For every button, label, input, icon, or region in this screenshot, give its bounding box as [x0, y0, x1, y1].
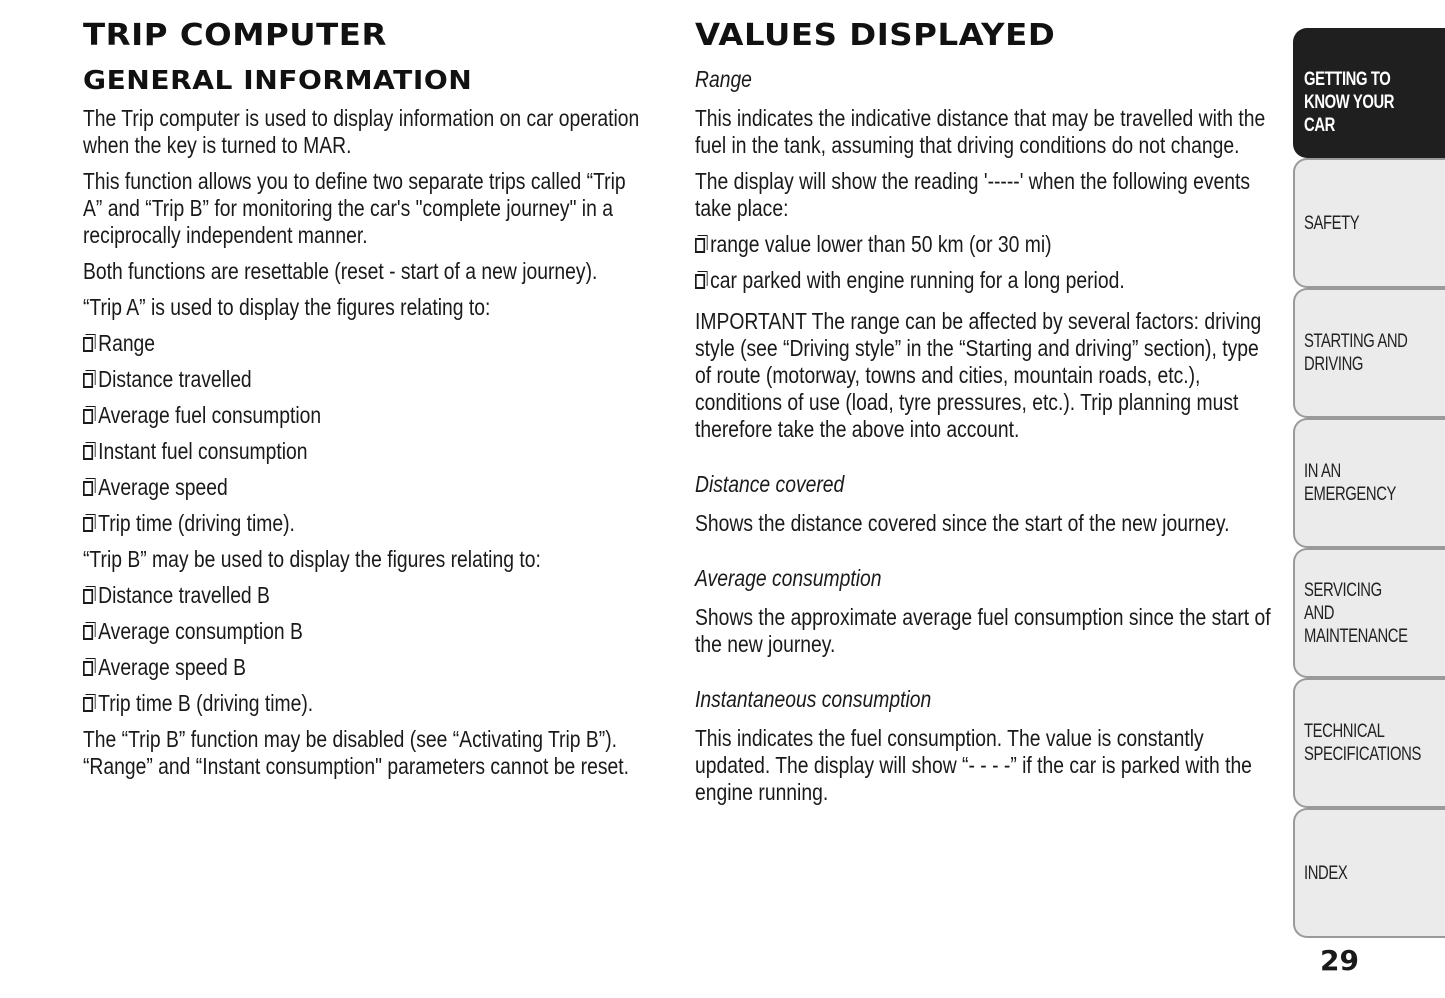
paragraph: The Trip computer is used to display information on car operation when the key is turned to MAR.	[83, 105, 640, 159]
checkbox-bullet-icon	[83, 589, 93, 604]
chapter-tabs	[1293, 28, 1445, 938]
checkbox-bullet-icon	[83, 517, 93, 532]
list-item: Instant fuel consumption	[83, 438, 643, 465]
tab-safety[interactable]: SAFETY	[1293, 158, 1445, 288]
subheading-average: Average consumption	[695, 565, 882, 591]
paragraph: “Trip B” may be used to display the figures relating to:	[83, 546, 541, 573]
tab-technical[interactable]: TECHNICAL SPECIFICATIONS	[1293, 678, 1445, 808]
tab-starting-driving[interactable]: STARTING AND DRIVING	[1293, 288, 1445, 418]
trip-a-list	[83, 330, 643, 537]
list-item: Average speed	[83, 474, 643, 501]
range-list	[695, 231, 1275, 294]
subheading-distance: Distance covered	[695, 471, 845, 497]
list-item: Average consumption B	[83, 618, 643, 645]
tab-getting-to-know[interactable]: GETTING TO KNOW YOUR CAR	[1293, 28, 1445, 158]
subsection-title: GENERAL INFORMATION	[83, 66, 473, 96]
checkbox-bullet-icon	[83, 697, 93, 712]
list-item: car parked with engine running for a long period.	[695, 267, 1275, 294]
list-item: Range	[83, 330, 643, 357]
paragraph: The display will show the reading '-----' when the following events take place:	[695, 168, 1251, 221]
checkbox-bullet-icon	[83, 409, 93, 424]
paragraph: This indicates the indicative distance that may be travelled with the fuel in the tank, assuming that driving conditions do not change.	[695, 105, 1266, 158]
list-item: Trip time B (driving time).	[83, 690, 643, 717]
important-note: IMPORTANT The range can be affected by several factors: driving style (see “Driving style” in the “Starting and driving” section), type of route (motorway, towns and cities, mountain roads, etc.), conditions of use (load, tyre pressures, etc.). Trip planning must therefore take the above into account.	[695, 308, 1262, 442]
checkbox-bullet-icon	[83, 337, 93, 352]
left-column	[83, 18, 643, 789]
list-item: Distance travelled B	[83, 582, 643, 609]
checkbox-bullet-icon	[83, 661, 93, 676]
list-item: Distance travelled	[83, 366, 643, 393]
checkbox-bullet-icon	[695, 238, 705, 253]
paragraph: “Trip A” is used to display the figures relating to:	[83, 294, 491, 321]
tab-emergency[interactable]: IN AN EMERGENCY	[1293, 418, 1445, 548]
list-item: range value lower than 50 km (or 30 mi)	[695, 231, 1275, 258]
list-item: Average fuel consumption	[83, 402, 643, 429]
tab-servicing[interactable]: SERVICING AND MAINTENANCE	[1293, 548, 1445, 678]
checkbox-bullet-icon	[83, 625, 93, 640]
paragraph: Shows the approximate average fuel consumption since the start of the new journey.	[695, 604, 1271, 657]
section-title: VALUES DISPLAYED	[695, 18, 1056, 53]
paragraph: Both functions are resettable (reset - start of a new journey).	[83, 258, 598, 285]
list-item: Trip time (driving time).	[83, 510, 643, 537]
right-column	[695, 18, 1275, 815]
subheading-range: Range	[695, 66, 752, 92]
paragraph: Shows the distance covered since the start of the new journey.	[695, 510, 1230, 536]
paragraph: This indicates the fuel consumption. The value is constantly updated. The display will show “- - - -” if the car is parked with the engine running.	[695, 725, 1252, 805]
section-title: TRIP COMPUTER	[83, 18, 387, 53]
list-item: Average speed B	[83, 654, 643, 681]
checkbox-bullet-icon	[83, 373, 93, 388]
checkbox-bullet-icon	[695, 274, 705, 289]
page-number: 29	[1320, 944, 1359, 977]
subheading-instant: Instantaneous consumption	[695, 686, 932, 712]
trip-b-list	[83, 582, 643, 717]
paragraph: The “Trip B” function may be disabled (see “Activating Trip B”). “Range” and “Instant consumption" parameters cannot be reset.	[83, 726, 629, 780]
checkbox-bullet-icon	[83, 445, 93, 460]
paragraph: This function allows you to define two separate trips called “Trip A” and “Trip B” for monitoring the car's "complete journey" in a reciprocally independent manner.	[83, 168, 626, 249]
checkbox-bullet-icon	[83, 481, 93, 496]
tab-index[interactable]: INDEX	[1293, 808, 1445, 938]
